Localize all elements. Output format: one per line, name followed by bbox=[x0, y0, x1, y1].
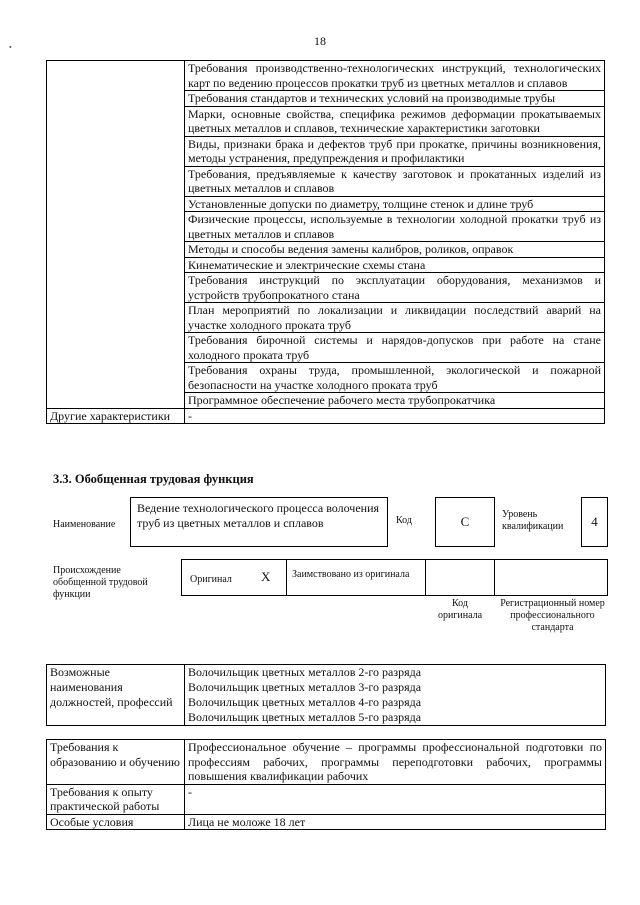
function-name-value: Ведение технологического процесса волочения труб из цветных металлов и сплавов bbox=[137, 501, 380, 530]
original-label: Оригинал bbox=[190, 574, 232, 585]
code-original-label: Код оригинала bbox=[437, 598, 483, 621]
requirement-item: План мероприятий по локализации и ликвидации последствий аварий на участке холодного проката труб bbox=[185, 303, 605, 333]
table-row bbox=[47, 61, 605, 91]
other-characteristics-label: Другие характеристики bbox=[47, 408, 185, 424]
education-value: Профессиональное обучение – программы профессиональной подготовки по профессиям рабочих, программы переподготовки рабочих, программы повышения квалификации рабочих bbox=[185, 740, 606, 785]
table-row bbox=[47, 665, 606, 726]
requirement-item: Требования производственно-технологических инструкций, технологических карт по ведению процессов прокатки труб из цветных металлов и сплавов bbox=[185, 61, 605, 91]
knowledge-label-cell bbox=[47, 61, 185, 409]
borrowed-label: Заимствовано из оригинала bbox=[292, 569, 410, 580]
section-title: 3.3. Обобщенная трудовая функция bbox=[53, 472, 254, 486]
list-item: Волочильщик цветных металлов 4-го разряда bbox=[188, 695, 422, 709]
requirements-table bbox=[46, 739, 606, 830]
table-row bbox=[47, 408, 605, 424]
corner-mark: • bbox=[9, 43, 12, 52]
knowledge-requirements-table bbox=[46, 60, 605, 424]
reg-number-label: Регистрационный номер профессионального стандарта bbox=[500, 598, 605, 633]
requirement-item: Требования инструкций по эксплуатации оборудования, механизмов и устройств трубопрокатного стана bbox=[185, 273, 605, 303]
list-item: Волочильщик цветных металлов 2-го разряда bbox=[188, 665, 422, 679]
requirement-item: Требования стандартов и технических условий на производимые трубы bbox=[185, 91, 605, 107]
experience-label: Требования к опыту практической работы bbox=[47, 784, 185, 814]
education-label: Требования к образованию и обучению bbox=[47, 740, 185, 785]
requirement-item: Виды, признаки брака и дефектов труб при прокатке, причины возникновения, методы устранения, предупреждения и профилактики bbox=[185, 136, 605, 166]
requirement-item: Физические процессы, используемые в технологии холодной прокатки труб из цветных металлов и сплавов bbox=[185, 212, 605, 242]
original-mark: X bbox=[261, 569, 271, 584]
requirement-item: Требования охраны труда, промышленной, экологической и пожарной безопасности на участке холодного проката труб bbox=[185, 363, 605, 393]
level-value-box bbox=[581, 497, 608, 547]
origin-label: Происхождение обобщенной трудовой функции bbox=[53, 565, 148, 600]
code-label: Код bbox=[396, 515, 412, 526]
other-characteristics-value: - bbox=[185, 408, 605, 424]
job-titles-table bbox=[46, 664, 606, 726]
level-label: Уровень квалификации bbox=[502, 509, 564, 532]
list-item: Волочильщик цветных металлов 3-го разряда bbox=[188, 680, 422, 694]
level-value: 4 bbox=[591, 514, 598, 529]
table-row bbox=[47, 814, 606, 830]
name-label: Наименование bbox=[53, 519, 116, 530]
list-item: Волочильщик цветных металлов 5-го разряда bbox=[188, 710, 422, 724]
special-conditions-value: Лица не моложе 18 лет bbox=[185, 814, 606, 830]
code-value: C bbox=[460, 514, 470, 529]
function-name-box bbox=[130, 497, 388, 547]
divider bbox=[494, 560, 495, 595]
code-value-box bbox=[435, 497, 495, 547]
requirement-item: Методы и способы ведения замены калибров, роликов, оправок bbox=[185, 242, 605, 258]
divider bbox=[286, 560, 287, 595]
origin-box bbox=[181, 559, 608, 596]
divider bbox=[425, 560, 426, 595]
page-number: 18 bbox=[314, 34, 326, 48]
job-titles-list bbox=[185, 665, 606, 726]
table-row bbox=[47, 740, 606, 785]
requirement-item: Требования, предъявляемые к качеству заготовок и прокатанных изделий из цветных металлов и сплавов bbox=[185, 166, 605, 196]
requirement-item: Кинематические и электрические схемы стана bbox=[185, 257, 605, 273]
requirement-item: Требования бирочной системы и нарядов-допусков при работе на стане холодного проката труб bbox=[185, 333, 605, 363]
requirement-item: Программное обеспечение рабочего места трубопрокатчика bbox=[185, 393, 605, 409]
special-conditions-label: Особые условия bbox=[47, 814, 185, 830]
requirement-item: Марки, основные свойства, специфика режимов деформации прокатываемых цветных металлов и сплавов, технические характеристики заготовки bbox=[185, 106, 605, 136]
requirement-item: Установленные допуски по диаметру, толщине стенок и длине труб bbox=[185, 196, 605, 212]
table-row bbox=[47, 784, 606, 814]
experience-value: - bbox=[185, 784, 606, 814]
job-titles-label: Возможные наименования должностей, профессий bbox=[47, 665, 185, 726]
